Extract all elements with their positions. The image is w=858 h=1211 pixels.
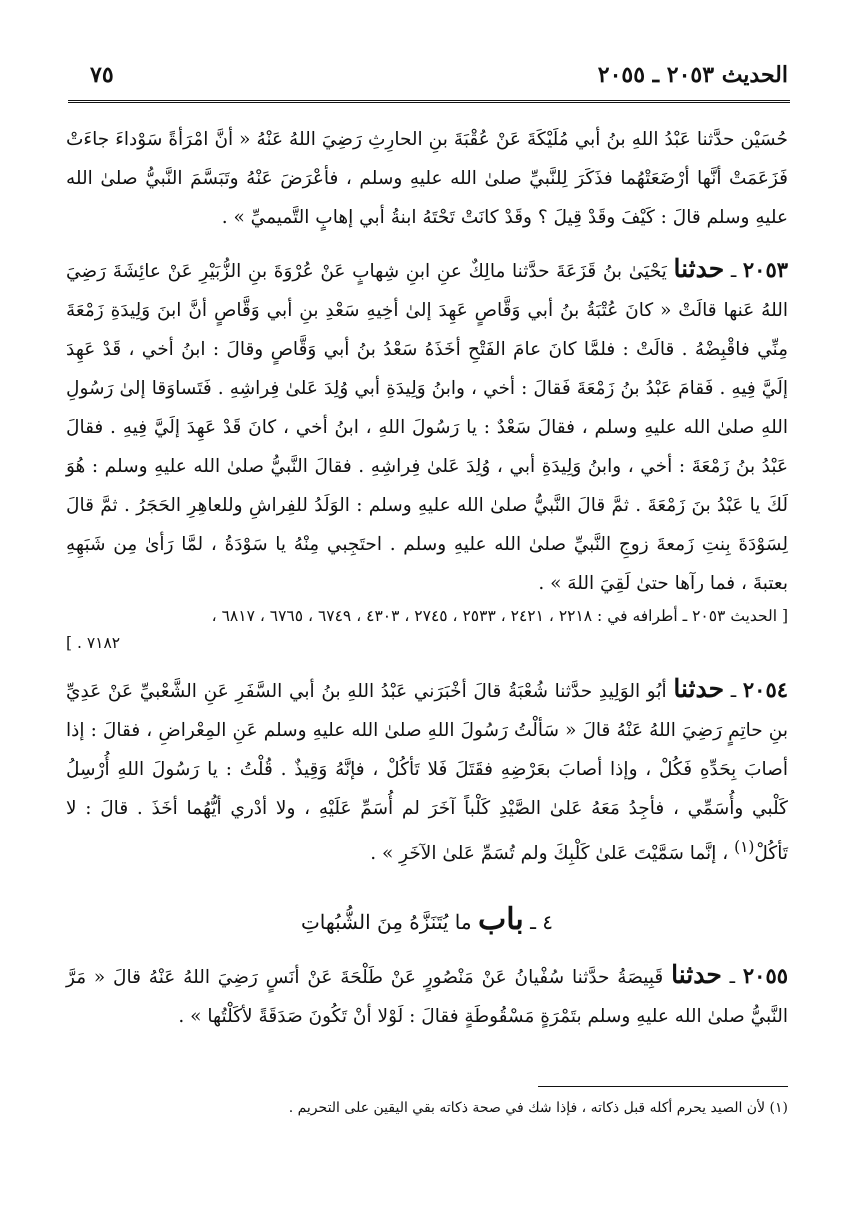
haddathana-word: حدثنا [671, 960, 722, 990]
footnote-rule [538, 1086, 788, 1087]
chapter-dash: ـ [530, 910, 536, 935]
haddathana-word: حدثنا [673, 254, 725, 283]
hadith-number: ٢٠٥٣ [742, 257, 789, 282]
chapter-heading [66, 897, 788, 945]
chapter-number: ٤ [542, 910, 554, 935]
hadith-continuation [66, 120, 788, 237]
running-head: الحديث ٢٠٥٣ ـ ٢٠٥٥ [597, 62, 788, 88]
page-number: ٧٥ [90, 62, 114, 88]
footnote-marker: (١) [734, 838, 755, 856]
footnote: (١) لأن الصيد يحرم أكله قبل ذكاته ، فإذا شك في صحة ذكاته بقي اليقين على التحريم . [288, 1100, 788, 1116]
header-rule [68, 100, 790, 103]
hadith-text: يَحْيَىٰ بنُ قَزَعَةَ حدَّثنا مالِكٌ عنِ ابنِ شِهابٍ عَنْ عُرْوَةَ بنِ الزُّبَيْرِ عَنْ عائِشَةَ رَضِيَ اللهُ عَنها قالَتْ « كانَ عُتْبَةُ بنُ أبي وَقَّاصٍ عَهِدَ إلىٰ أخِيهِ سَعْدِ بنِ أبي وَقَّاصٍ أنَّ ابنَ وَلِيدَةِ زَمْعَةَ مِنِّي فاقْبِضْهُ . قالَتْ : فلمَّا كانَ عامَ الفَتْحِ أخَذَهُ سَعْدُ بنُ أبي وَقَّاصٍ وقالَ : ابنُ أخي ، قَدْ عَهِدَ إلَيَّ فِيهِ . فَقامَ عَبْدُ بنُ زَمْعَةَ فَقالَ : أخي ، وابنُ وَلِيدَةِ أبي وُلِدَ عَلىٰ فِراشِهِ . فَتَساوَقا إلىٰ رَسُولِ اللهِ صلىٰ الله عليهِ وسلم ، فقالَ سَعْدٌ : يا رَسُولَ اللهِ ، ابنُ أخي ، كانَ قَدْ عَهِدَ إلَيَّ فِيهِ . فقالَ عَبْدُ بنُ زَمْعَةَ : أخي ، وابنُ وَلِيدَةِ أبي ، وُلِدَ عَلىٰ فِراشِهِ . فقالَ النَّبيُّ صلىٰ الله عليهِ وسلم : هُوَ لَكَ يا عَبْدُ بنَ زَمْعَةَ . ثمَّ قالَ النَّبيُّ صلىٰ الله عليهِ وسلم : الوَلَدُ للفِراشِ وللعاهِرِ الحَجَرُ . ثمَّ قالَ لِسَوْدَةَ بِنتِ زَمعةَ زوجِ النَّبيِّ صلىٰ الله عليهِ وسلم . احتَجِبي مِنْهُ يا سَوْدَةُ ، لمَّا رَأىٰ مِن شَبَهِهِ بعتبةَ ، فما رآها حتىٰ لَقِيَ اللهَ » . [66, 261, 788, 594]
hadith-dash: ـ [730, 261, 737, 282]
bab-word: باب [477, 902, 524, 938]
hadith-text: حُسَيْن حدَّثنا عَبْدُ اللهِ بنُ أبي مُلَيْكَةَ عَنْ عُقْبَةَ بنِ الحارِثِ رَضِيَ اللهُ عَنْهُ « أنَّ امْرَأةً سَوْداءَ جاءَتْ فَزَعَمَتْ أنَّها أرْضَعَتْهُما فذَكَرَ لِلنَّبيِّ صلىٰ الله عليهِ وسلم ، فأعْرَضَ عَنْهُ وتَبَسَّمَ النَّبيُّ صلىٰ الله عليهِ وسلم قالَ : كَيْفَ وقَدْ قِيلَ ؟ وقَدْ كانَتْ تَحْتَهُ ابنةُ أبي إهابٍ التَّميميِّ » . [66, 129, 788, 228]
atraf-text-end: ٧١٨٢ . ] [66, 634, 121, 652]
hadith-text-end: ، إنَّما سَمَّيْتَ عَلىٰ كَلْبِكَ ولم تُسَمِّ عَلىٰ الآخَرِ » . [370, 843, 729, 865]
hadith-number: ٢٠٥٥ [742, 963, 789, 989]
page-body [66, 120, 788, 1036]
hadith-2053 [66, 249, 788, 603]
hadith-text: أبُو الوَلِيدِ حدَّثنا شُعْبَةُ قالَ أخْبَرَني عَبْدُ اللهِ بنُ أبي السَّفَرِ عَنِ الشَّعْبيِّ عَنْ عَدِيِّ بنِ حاتِمٍ رَضِيَ اللهُ عَنْهُ قالَ « سَألْتُ رَسُولَ اللهِ صلىٰ الله عليهِ وسلم عَنِ المِعْراضِ ، فقالَ : إذا أصابَ بِحَدِّهِ فَكُلْ ، وإذا أصابَ بعَرْضِهِ فقَتَلَ فَلا تَأكُلْ ، فإنَّهُ وَقِيذٌ . قُلْتُ : يا رَسُولَ اللهِ أُرْسِلُ كَلْبي وأُسَمِّي ، فأجِدُ مَعَهُ عَلىٰ الصَّيْدِ كَلْباً آخَرَ لم أُسَمِّ عَلَيْهِ ، ولا أدْري أيُّهُما أخَذَ . قالَ : لا تَأكُلْ [66, 681, 788, 865]
hadith-dash: ـ [729, 967, 736, 989]
hadith-atraf [66, 603, 788, 657]
page-header [68, 58, 788, 98]
hadith-dash: ـ [730, 681, 737, 702]
hadith-number: ٢٠٥٤ [742, 677, 789, 702]
hadith-2055 [66, 955, 788, 1036]
chapter-title: ما يُتَنَزَّهُ مِنَ الشُّبُهاتِ [300, 910, 472, 935]
hadith-2054 [66, 669, 788, 873]
atraf-text: [ الحديث ٢٠٥٣ ـ أطرافه في : ٢٢١٨ ، ٢٤٢١ ، ٢٥٣٣ ، ٢٧٤٥ ، ٤٣٠٣ ، ٦٧٤٩ ، ٦٧٦٥ ، ٦٨١٧ ، [211, 607, 788, 625]
haddathana-word: حدثنا [673, 674, 725, 703]
hadith-text: قَبِيصَةُ حدَّثنا سُفْيانُ عَنْ مَنْصُورٍ عَنْ طَلْحَةَ عَنْ أنَسٍ رَضِيَ اللهُ عَنْهُ قالَ « مَرَّ النَّبيُّ صلىٰ الله عليهِ وسلم بتَمْرَةٍ مَسْقُوطَةٍ فقالَ : لَوْلا أنْ تَكُونَ صَدَقَةً لأكَلْتُها » . [66, 967, 788, 1028]
